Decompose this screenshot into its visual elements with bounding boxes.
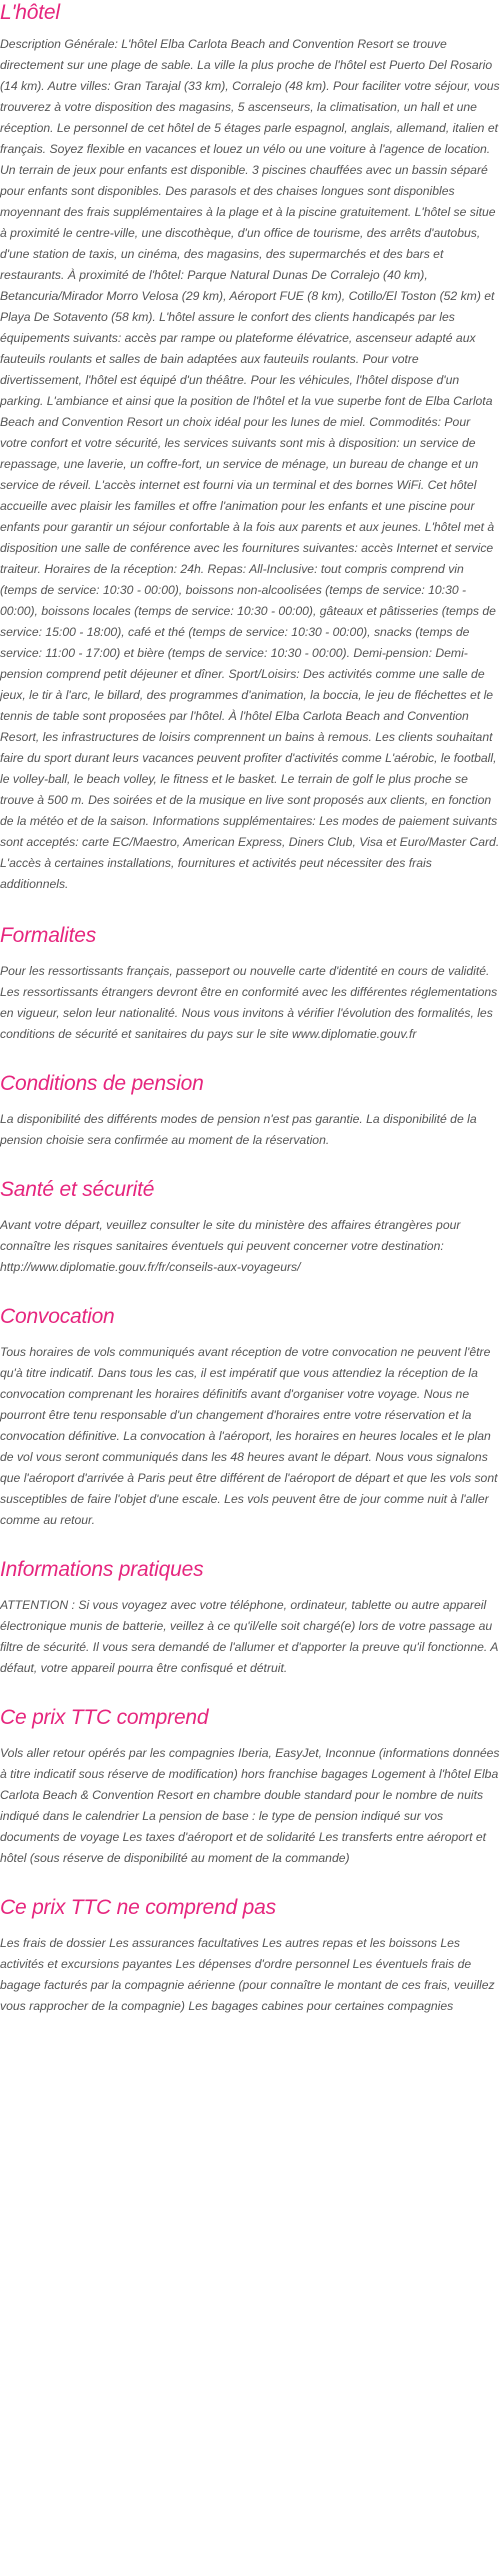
section-prix-ne-comprend-pas — [0, 1895, 500, 2017]
section-convocation — [0, 1304, 500, 1531]
section-informations-pratiques — [0, 1557, 500, 1679]
section-title: Conditions de pension — [0, 1072, 204, 1095]
section-text: La disponibilité des différents modes de pension n'est pas garantie. La disponibilité de la pension choisie sera confirmée au moment de la réservation. — [0, 1112, 477, 1147]
section-conditions-pension — [0, 1071, 500, 1151]
section-text: Les frais de dossier Les assurances facultatives Les autres repas et les boissons Les activités et excursions payantes Les dépenses d'ordre personnel Les éventuels frais de bagage facturés par la compagnie aérienne (pour connaître le montant de ces frais, veuillez vous rapprocher de la compagnie) Les bagages cabines pour certaines compagnies — [0, 1936, 495, 2013]
section-formalites — [0, 923, 500, 1045]
section-sante-securite — [0, 1177, 500, 1278]
section-hotel — [0, 0, 500, 895]
section-text: ATTENTION : Si vous voyagez avec votre téléphone, ordinateur, tablette ou autre appareil électronique munis de batterie, veillez à ce qu'il/elle soit chargé(e) lors de votre passage au filtre de sécurité. Il vous sera demandé de l'allumer et d'apporter la preuve qu'il fonctionne. A défaut, votre appareil pourra être confisqué et détruit. — [0, 1598, 498, 1675]
section-prix-comprend — [0, 1705, 500, 1869]
section-text: Vols aller retour opérés par les compagnies Iberia, EasyJet, Inconnue (informations données à titre indicatif sous réserve de modification) hors franchise bagages Logement à l'hôtel Elba Carlota Beach & Convention Resort en chambre double standard pour le nombre de nuits indiqué dans le calendrier La pension de base : le type de pension indiqué sur vos documents de voyage Les taxes d'aéroport et de solidarité Les transferts entre aéroport et hôtel (sous réserve de disponibilité au moment de la commande) — [0, 1746, 500, 1865]
section-title: Convocation — [0, 1305, 115, 1328]
section-title: Formalites — [0, 924, 97, 947]
section-text: Avant votre départ, veuillez consulter le site du ministère des affaires étrangères pour connaître les risques sanitaires éventuels qui peuvent concerner votre destination: http://www.diplomatie.gouv.fr/fr/conseils-aux-voyageurs/ — [0, 1218, 461, 1274]
section-text: Description Générale: L'hôtel Elba Carlota Beach and Convention Resort se trouve directement sur une plage de sable. La ville la plus proche de l'hôtel est Puerto Del Rosario (14 km). Autre villes: Gran Tarajal (33 km), Corralejo (48 km). Pour faciliter votre séjour, vous trouverez à votre disposition des magasins, 5 ascenseurs, la climatisation, un hall et une réception. Le personnel de cet hôtel de 5 étages parle espagnol, anglais, allemand, italien et français. Soyez flexible en vacances et louez un vélo ou une voiture à l'agence de location. Un terrain de jeux pour enfants est disponible. 3 piscines chauffées avec un bassin séparé pour enfants sont disponibles. Des parasols et des chaises longues sont disponibles moyennant des frais supplémentaires à la plage et à la piscine gratuitement. L'hôtel se situe à proximité le centre-ville, une discothèque, d'un office de tourisme, des arrêts d'autobus, d'une station de taxis, un cinéma, des magasins, des supermarchés et des bars et restaurants. À proximité de l'hôtel: Parque Natural Dunas De Corralejo (40 km), Betancuria/Mirador Morro Velosa (29 km), Aéroport FUE (8 km), Cotillo/El Toston (52 km) et Playa De Sotavento (58 km). L'hôtel assure le confort des clients handicapés par les équipements suivants: accès par rampe ou plateforme élévatrice, ascenseur adapté aux fauteuils roulants et salles de bain adaptées aux fauteuils roulants. Pour votre divertissement, l'hôtel est équipé d'un théâtre. Pour les véhicules, l'hôtel dispose d'un parking. L'ambiance et ainsi que la position de l'hôtel et la vue superbe font de Elba Carlota Beach and Convention Resort un choix idéal pour les lunes de miel. Commodités: Pour votre confort et votre sécurité, les services suivants sont mis à disposition: un service de repassage, une laverie, un coffre-fort, un service de ménage, un bureau de change et un service de réveil. L'accès internet est fourni via un terminal et des bornes WiFi. Cet hôtel accueille avec plaisir les familles et offre l'animation pour les enfants et une piscine pour enfants pour garantir un séjour confortable à la fois aux parents et aux jeunes. L'hôtel met à disposition une salle de conférence avec les fournitures suivantes: accès Internet et service traiteur. Horaires de la réception: 24h. Repas: All-Inclusive: tout compris comprend vin (temps de service: 10:30 - 00:00), boissons non-alcoolisées (temps de service: 10:30 - 00:00), boissons locales (temps de service: 10:30 - 00:00), gâteaux et pâtisseries (temps de service: 15:00 - 18:00), café et thé (temps de service: 10:30 - 00:00), snacks (temps de service: 11:00 - 17:00) et bière (temps de service: 10:30 - 00:00). Demi-pension: Demi-pension comprend petit déjeuner et dîner. Sport/Loisirs: Des activités comme une salle de jeux, le tir à l'arc, le billard, des programmes d'animation, la boccia, le jeu de fléchettes et le tennis de table sont proposées par l'hôtel. À l'hôtel Elba Carlota Beach and Convention Resort, les infrastructures de loisirs comprennent un bains à remous. Les clients souhaitant faire du sport durant leurs vacances peuvent profiter d'activités comme L'aérobic, le football, le volley-ball, le beach volley, le fitness et le basket. Le terrain de golf le plus proche se trouve à 500 m. Des soirées et de la musique en live sont proposés aux clients, en fonction de la météo et de la saison. Informations supplémentaires: Les modes de paiement suivants sont acceptés: carte EC/Maestro, American Express, Diners Club, Visa et Euro/Master Card. L'accès à certaines installations, fournitures et activités peut nécessiter des frais additionnels. — [0, 37, 500, 891]
section-title: Ce prix TTC comprend — [0, 1706, 209, 1729]
section-text: Tous horaires de vols communiqués avant réception de votre convocation ne peuvent l'être qu'à titre indicatif. Dans tous les cas, il est impératif que vous attendiez la réception de la convocation comprenant les horaires définitifs avant d'organiser votre voyage. Nous ne pourront être tenu responsable d'un changement d'horaires entre votre réservation et la convocation définitive. La convocation à l'aéroport, les horaires en heures locales et le plan de vol vous seront communiqués dans les 48 heures avant le départ. Nous vous signalons que l'aéroport d'arrivée à Paris peut être différent de l'aéroport de départ et que les vols sont susceptibles de faire l'objet d'une escale. Les vols peuvent être de jour comme nuit à l'aller comme au retour. — [0, 1345, 498, 1527]
section-text: Pour les ressortissants français, passeport ou nouvelle carte d'identité en cours de validité. Les ressortissants étrangers devront être en conformité avec les différentes réglementations en vigueur, selon leur nationalité. Nous vous invitons à vérifier l'évolution des formalités, les conditions de sécurité et sanitaires du pays sur le site www.diplomatie.gouv.fr — [0, 964, 498, 1041]
section-title: Ce prix TTC ne comprend pas — [0, 1896, 276, 1919]
section-title: L'hôtel — [0, 1, 60, 24]
section-title: Informations pratiques — [0, 1558, 204, 1581]
section-title: Santé et sécurité — [0, 1178, 155, 1201]
